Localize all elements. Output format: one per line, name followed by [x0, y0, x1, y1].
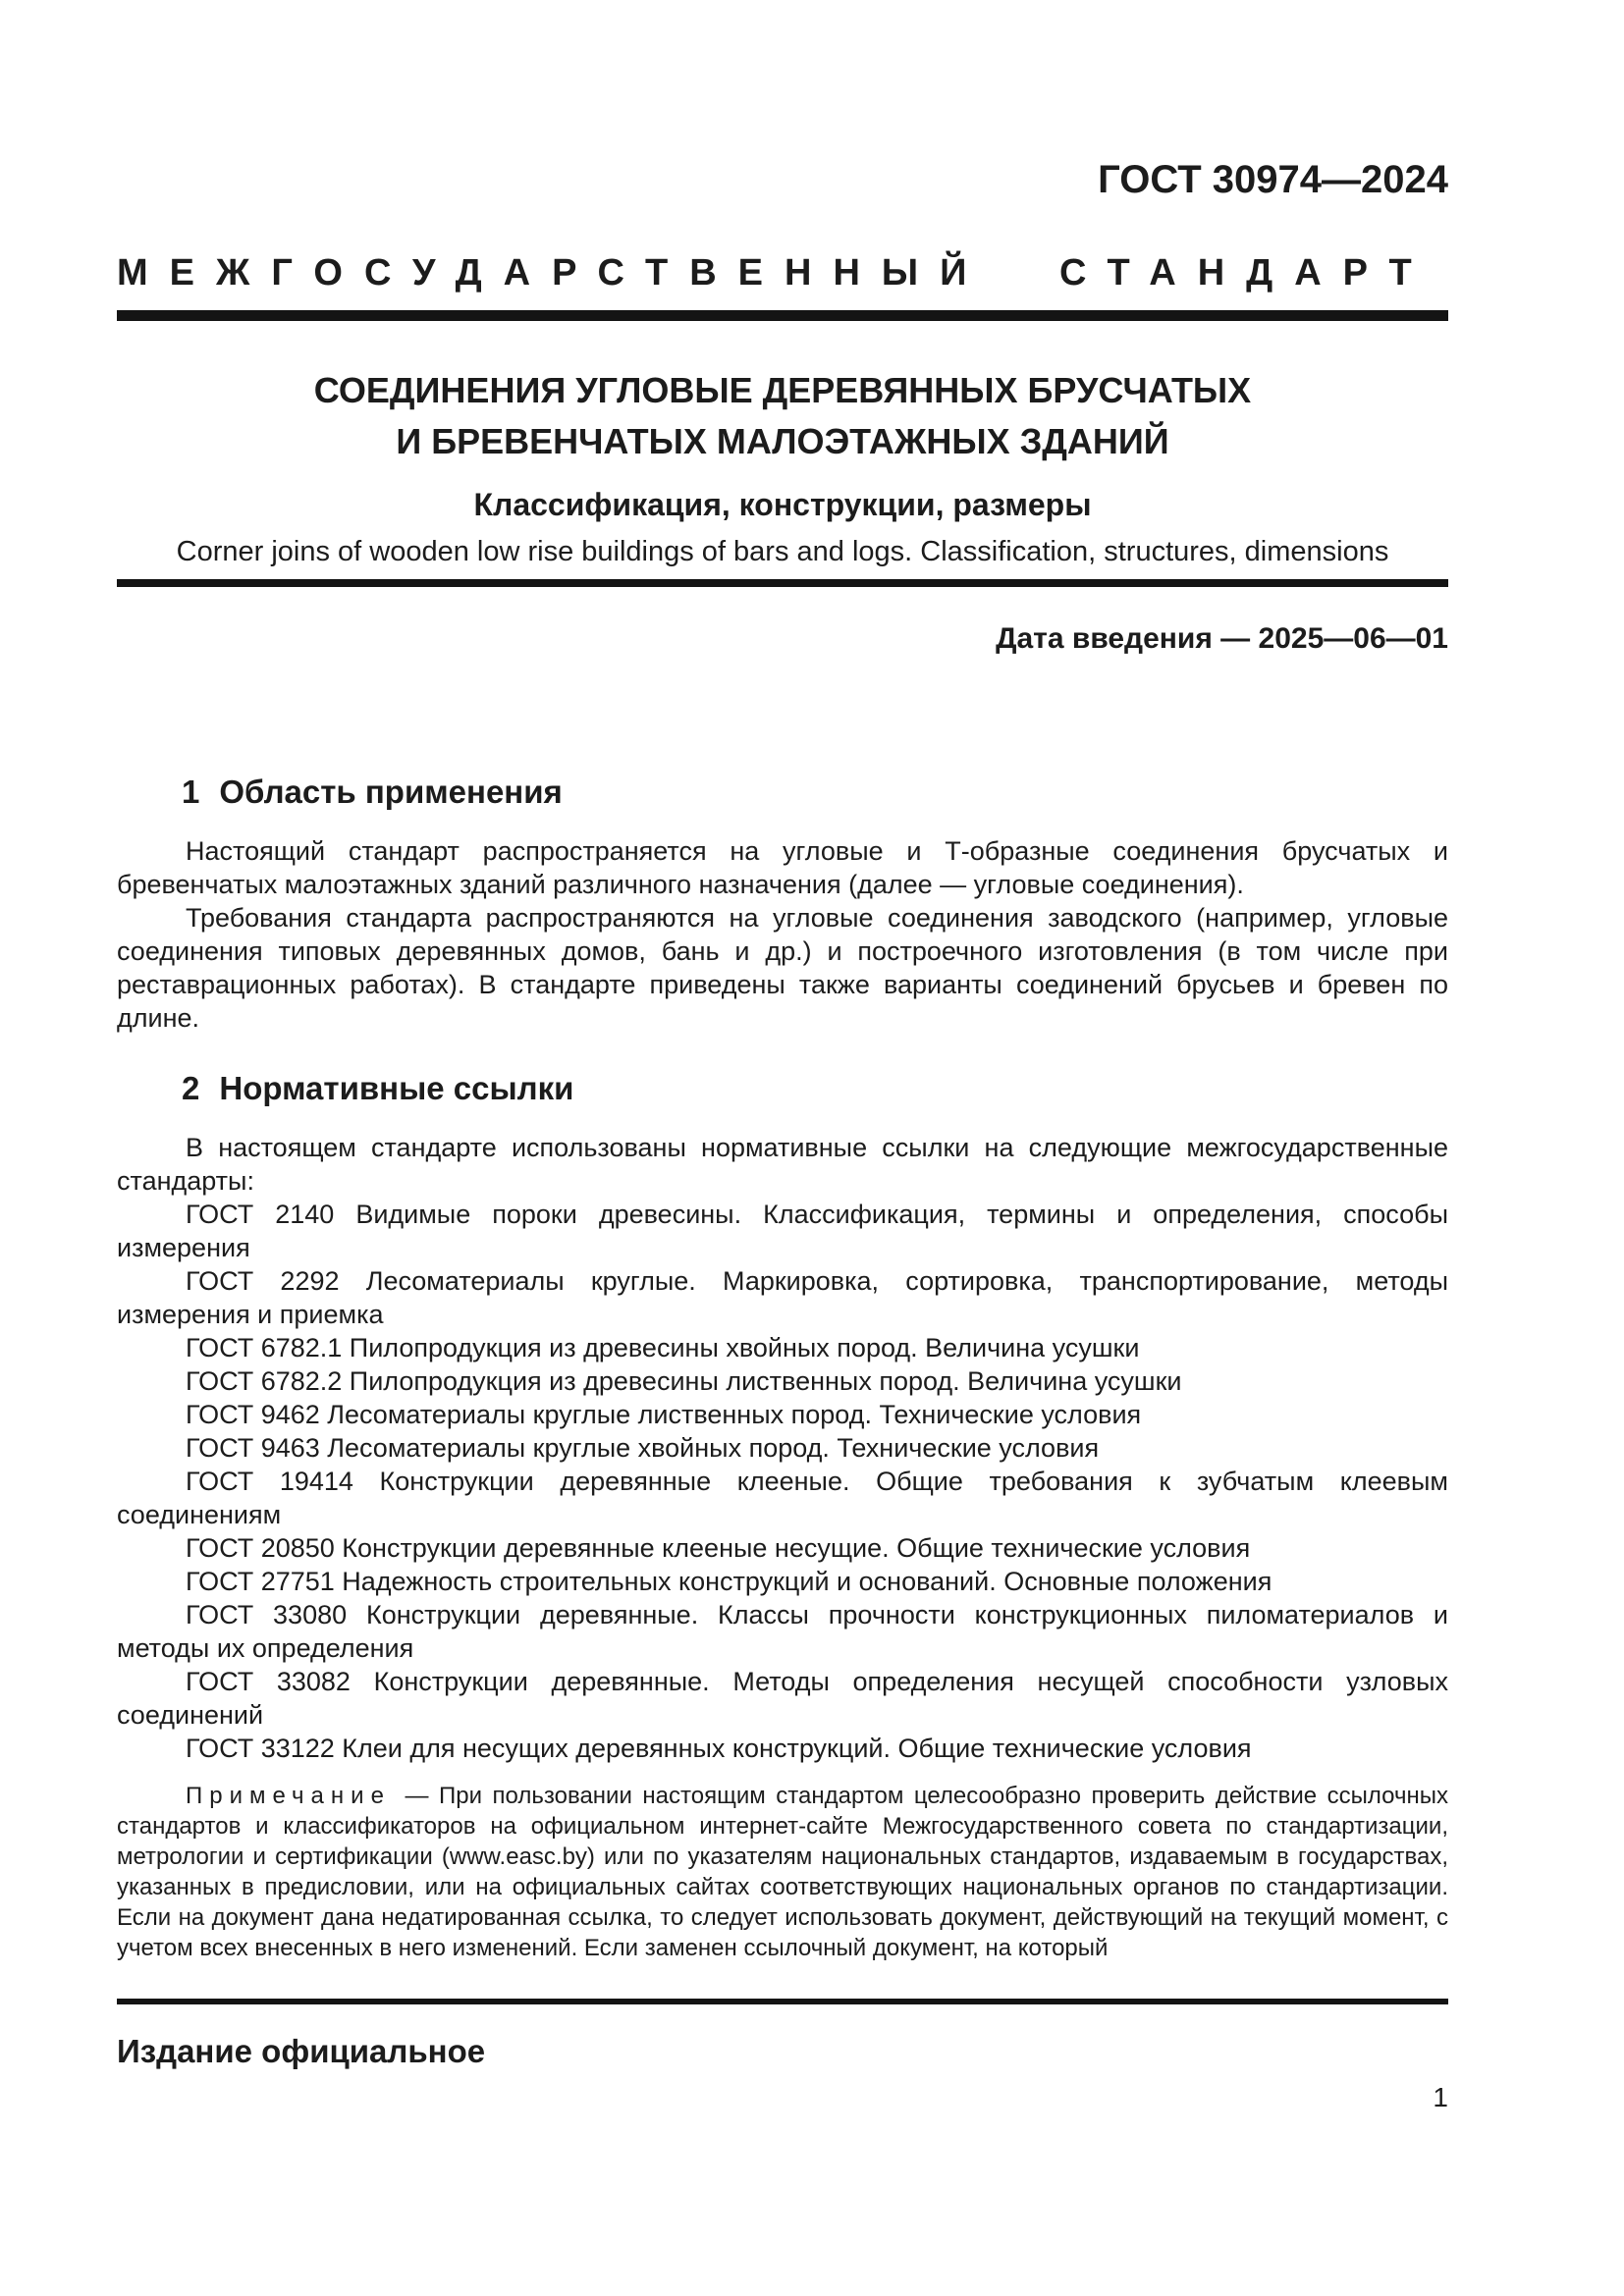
reference-item: ГОСТ 9463 Лесоматериалы круглые хвойных пород. Технические условия	[186, 1433, 1100, 1463]
official-edition-label: Издание официальное	[117, 2033, 486, 2069]
section-2-intro: В настоящем стандарте использованы нормативные ссылки на следующие межгосударственные стандарты:	[117, 1133, 1448, 1196]
reference-item: ГОСТ 33082 Конструкции деревянные. Методы определения несущей способности узловых соединений	[117, 1667, 1448, 1730]
note-paragraph	[117, 1781, 1448, 1963]
reference-item: ГОСТ 20850 Конструкции деревянные клееные несущие. Общие технические условия	[186, 1533, 1251, 1563]
note-text: — При пользовании настоящим стандартом целесообразно проверить действие ссылочных стандартов и классификаторов на официальном интернет-сайте Межгосударственного совета по стандартизации, метрологии и сертификации (www.easc.by) или по указателям национальных стандартов, издаваемым в государствах, указанных в предисловии, или на официальных сайтах соответствующих национальных органов по стандартизации. Если на документ дана недатированная ссылка, то следует использовать документ, действующий на текущий момент, с учетом всех внесенных в него изменений. Если заменен ссылочный документ, на который	[117, 1783, 1448, 1961]
section-1-heading	[117, 772, 1448, 813]
section-2-number: 2	[182, 1070, 200, 1106]
section-1-paragraph: Требования стандарта распространяются на угловые соединения заводского (например, угловые соединения типовых деревянных домов, бань и др.) и построечного изготовления (в том числе при реставрационных работах). В стандарте приведены также варианты соединений брусьев и бревен по длине.	[117, 903, 1448, 1033]
reference-item: ГОСТ 6782.1 Пилопродукция из древесины хвойных пород. Величина усушки	[186, 1333, 1140, 1362]
header-rule	[117, 310, 1448, 321]
reference-item: ГОСТ 6782.2 Пилопродукция из древесины лиственных пород. Величина усушки	[186, 1366, 1182, 1396]
section-1-title: Область применения	[219, 774, 563, 810]
standard-type-label: МЕЖГОСУДАРСТВЕННЫЙ СТАНДАРТ	[117, 252, 1434, 294]
title-rule	[117, 579, 1448, 587]
section-2-heading	[117, 1068, 1448, 1109]
doc-title	[117, 365, 1448, 467]
reference-item: ГОСТ 33122 Клеи для несущих деревянных конструкций. Общие технические условия	[186, 1734, 1252, 1763]
section-1-paragraph: Настоящий стандарт распространяется на угловые и Т-образные соединения брусчатых и бревенчатых малоэтажных зданий различного назначения (далее — угловые соединения).	[117, 836, 1448, 899]
reference-item: ГОСТ 2292 Лесоматериалы круглые. Маркировка, сортировка, транспортирование, методы измерения и приемка	[117, 1266, 1448, 1329]
doc-subtitle: Классификация, конструкции, размеры	[473, 487, 1092, 522]
reference-item: ГОСТ 19414 Конструкции деревянные клееные. Общие требования к зубчатым клеевым соединениям	[117, 1467, 1448, 1529]
doc-title-english: Corner joins of wooden low rise buildings of bars and logs. Classification, structures, dimensions	[176, 536, 1389, 567]
doc-number: ГОСТ 30974—2024	[1098, 158, 1448, 201]
doc-title-line1: СОЕДИНЕНИЯ УГЛОВЫЕ ДЕРЕВЯННЫХ БРУСЧАТЫХ	[313, 370, 1252, 410]
note-label: Примечание	[186, 1783, 391, 1809]
section-2-title: Нормативные ссылки	[219, 1070, 574, 1106]
footer-rule	[117, 1999, 1448, 2004]
reference-item: ГОСТ 27751 Надежность строительных конструкций и оснований. Основные положения	[186, 1567, 1272, 1596]
reference-item: ГОСТ 33080 Конструкции деревянные. Классы прочности конструкционных пиломатериалов и методы их определения	[117, 1600, 1448, 1663]
reference-item: ГОСТ 2140 Видимые пороки древесины. Классификация, термины и определения, способы измерения	[117, 1200, 1448, 1262]
doc-title-line2: И БРЕВЕНЧАТЫХ МАЛОЭТАЖНЫХ ЗДАНИЙ	[396, 421, 1169, 461]
section-1-number: 1	[182, 774, 200, 810]
effective-date: Дата введения — 2025—06—01	[996, 622, 1448, 655]
page-number: 1	[1433, 2082, 1448, 2112]
reference-item: ГОСТ 9462 Лесоматериалы круглые лиственных пород. Технические условия	[186, 1400, 1142, 1429]
